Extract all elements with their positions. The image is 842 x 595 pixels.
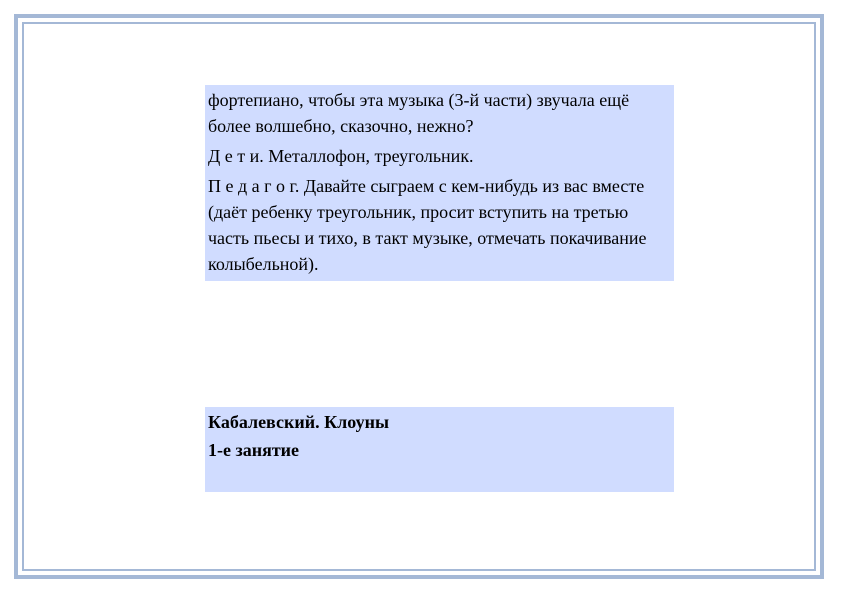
- speaker-teacher: П е д а г о г.: [208, 176, 300, 196]
- piece-title: Кабалевский. Клоуны: [208, 412, 389, 432]
- children-reply: Металлофон, треугольник.: [263, 146, 474, 166]
- lesson-heading-block: [205, 407, 674, 492]
- teacher-reply: Давайте сыграем с кем-нибудь из вас вместе (даёт ребенку треугольник, просит вступить на третью часть пьесы и тихо, в такт музыке, отмечать покачивание колыбельной).: [208, 176, 647, 274]
- lesson-number: 1-е занятие: [208, 440, 300, 460]
- speaker-children: Д е т и.: [208, 146, 264, 166]
- dialogue-paragraph-question: фортепиано, чтобы эта музыка (3-й части) звучала ещё более волшебно, сказочно, нежно?: [208, 90, 630, 136]
- lesson-dialogue-block: [205, 85, 674, 281]
- dialogue-paragraph-teacher: [208, 173, 671, 277]
- dialogue-paragraph-children: [208, 143, 671, 169]
